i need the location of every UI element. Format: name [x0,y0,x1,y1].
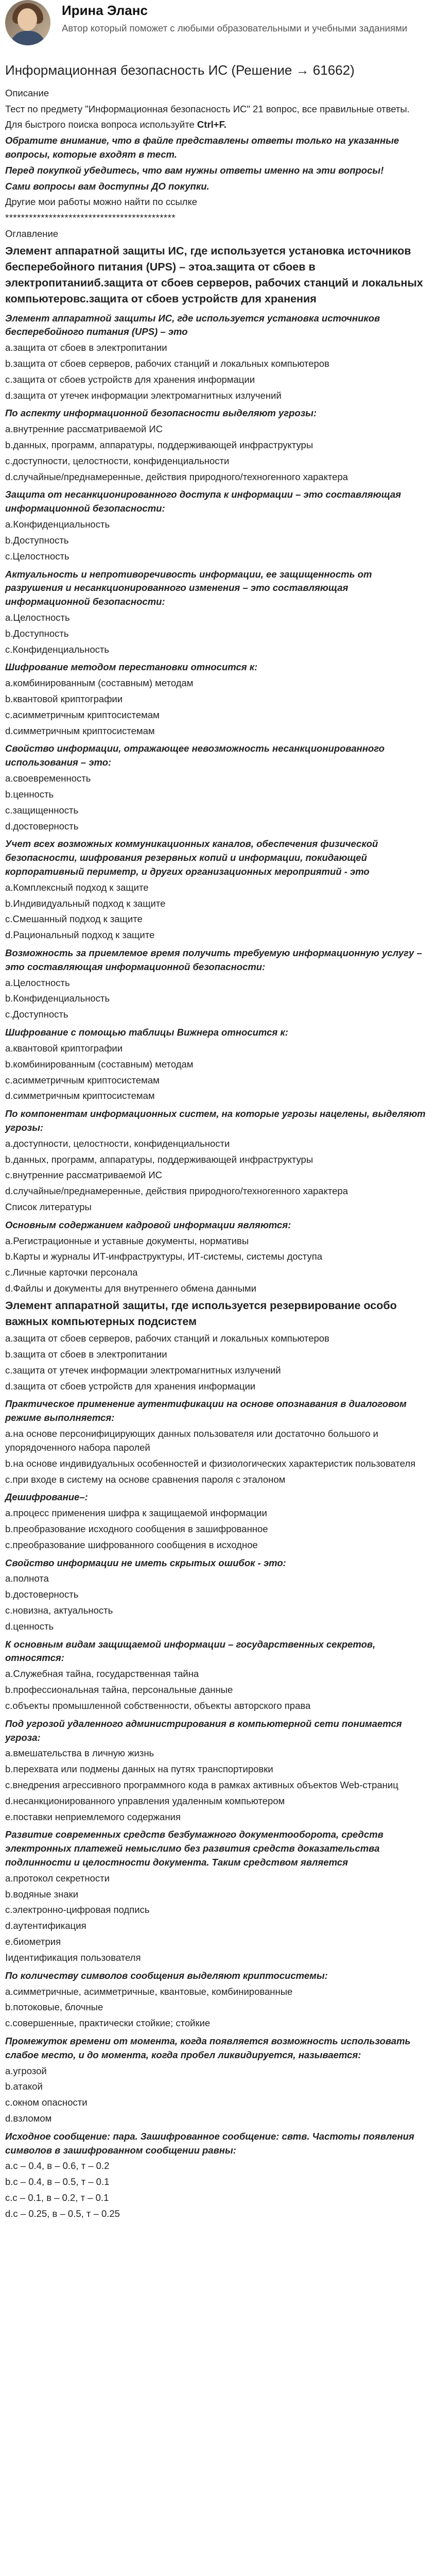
answer-option: d.защита от утечек информации электромагнитных излучений [5,389,282,401]
answer-option: c.окном опасности [5,2097,88,2108]
plain-text: Список литературы [5,1201,92,1212]
answer-option: e.поставки неприемлемого содержания [5,1811,181,1822]
answer-option: b.данных, программ, аппаратуры, поддерживающей инфраструктуры [5,1154,313,1165]
answer-option: a.вмешательства в личную жизнь [5,1748,154,1759]
question-text: Защита от несанкционированного доступа к информации – это составляющая информационной безопасности: [5,489,402,514]
question-text: По компонентам информационных систем, на которые угрозы нацелены, выделяют угрозы: [5,1108,426,1133]
answer-option: a.Регистрационные и уставные документы, нормативы [5,1235,249,1246]
answer-option: a.процесс применения шифра к защищаемой информации [5,1507,267,1519]
answer-option: a.Комплексный подход к защите [5,882,149,893]
answer-option: b.ценность [5,788,54,800]
answer-option: c.преобразование шифрованного сообщения в исходное [5,1539,258,1550]
answer-option: c.защищенность [5,804,79,816]
answer-option: d.симметричным криптосистемам [5,725,155,736]
question-text: Шифрование с помощью таблицы Вижнера относится к: [5,1027,288,1038]
question-text: По аспекту информационной безопасности выделяют угрозы: [5,408,317,419]
answer-option: a.угрозой [5,2065,47,2076]
answer-option: d.Рациональный подход к защите [5,929,155,941]
notice-text: Обратите внимание, что в файле представлены ответы только на указанные вопросы, которые входят в тест. [5,135,399,160]
question-text: Свойство информации, отражающее невозможность несанкционированного использования – это: [5,743,385,768]
question-text: Дешифрование–: [5,1492,88,1503]
answer-option: a.Конфиденциальность [5,519,110,530]
question-text: Основным содержанием кадровой информации являются: [5,1219,291,1230]
author-description: Автор который поможет с любыми образовательными и учебными заданиями [62,22,408,33]
answer-option: c.Доступность [5,1009,68,1020]
answer-option: c.новизна, актуальность [5,1605,113,1616]
search-hint: Для быстрого поиска вопроса используйте Ctrl+F. [5,119,226,130]
other-works-link[interactable]: Другие мои работы можно найти по ссылке [5,196,198,208]
answer-option: c.электронно-цифровая подпись [5,1904,150,1916]
answer-option: b.Карты и журналы ИТ-инфраструктуры, ИТ-системы, системы доступа [5,1251,323,1262]
question-text: Возможность за приемлемое время получить требуемую информационную услугу – это составляющая информационной безопасности: [5,947,422,972]
question-text: К основным видам защищаемой информации – государственных секретов, относятся: [5,1638,376,1664]
answer-option: b.Конфиденциальность [5,993,110,1004]
answer-option: c.при входе в систему на основе сравнения пароля с эталоном [5,1473,286,1485]
answer-option: d.достоверность [5,820,79,832]
avatar[interactable] [5,0,50,45]
answer-option: a.с – 0.4, в – 0.6, т – 0.2 [5,2160,110,2172]
answer-option: e.биометрия [5,1936,61,1947]
answer-option: a.Служебная тайна, государственная тайна [5,1668,199,1680]
answer-option: b.защита от сбоев серверов, рабочих станций и локальных компьютеров [5,358,329,369]
question-text: Актуальность и непротиворечивость информации, ее защищенность от разрушения и несанкционированного изменения – это составляющая информационной безопасности: [5,568,372,607]
answer-option: a.внутренние рассматриваемой ИС [5,423,163,435]
answer-option: b.атакой [5,2081,43,2092]
answer-option: c.совершенные, практически стойкие; стойкие [5,2018,211,2029]
answer-option: a.комбинированным (составным) методам [5,677,194,689]
answer-option: a.доступности, целостности, конфиденциальности [5,1138,230,1149]
toc-label: Оглавление [5,228,59,239]
answer-option: a.на основе персонифицирующих данных пользователя или достаточно большого и упорядоченного набора паролей [5,1428,378,1453]
answer-option: a.защита от сбоев серверов, рабочих станций и локальных компьютеров [5,1333,329,1344]
question-text: Развитие современных средств безбумажного документооборота, средств электронных платежей немыслимо без развития средств доказательства подлинности и целостности документа. Таким средством является [5,1829,383,1868]
answer-option: d.симметричным криптосистемам [5,1090,155,1101]
answer-option: c.доступности, целостности, конфиденциальности [5,455,230,466]
answer-option: b.с – 0.4, в – 0.5, т – 0.1 [5,2176,110,2188]
answer-option: b.водяные знаки [5,1888,79,1900]
question-text: Под угрозой удаленного администрирования в компьютерной сети понимается угроза: [5,1718,402,1743]
answer-option: b.преобразование исходного сообщения в зашифрованное [5,1523,268,1534]
answer-option: a.Целостность [5,977,70,988]
question-list [5,312,431,2221]
answer-option: d.аутентификация [5,1920,86,1931]
answer-option: c.Конфиденциальность [5,643,110,655]
answer-option: c.асимметричным криптосистемам [5,1074,160,1086]
page-title: Информационная безопасность ИС (Решение → 61662) [5,62,355,78]
answer-option: a.полнота [5,1573,49,1584]
search-key: Ctrl+F. [197,119,226,130]
answer-option: a.защита от сбоев в электропитании [5,342,167,353]
answer-option: b.перехвата или подмены данных на путях транспортировки [5,1764,273,1775]
answer-option: d.защита от сбоев устройств для хранения информации [5,1380,256,1392]
answer-option: c.защита от утечек информации электромагнитных излучений [5,1364,281,1376]
answer-option: b.Доступность [5,534,69,546]
question-text: Практическое применение аутентификации на основе опознавания в диалоговом режиме выполняется: [5,1398,407,1423]
answer-option: b.защита от сбоев в электропитании [5,1349,167,1360]
author-header [5,0,431,61]
plain-text: Ⅰидентификация пользователя [5,1952,141,1963]
answer-option: d.с – 0.25, в – 0.5, т – 0.25 [5,2208,120,2219]
answer-option: a.своевременность [5,773,91,784]
answer-option: b.Индивидуальный подход к защите [5,897,166,909]
answer-option: d.Файлы и документы для внутреннего обмена данными [5,1283,256,1294]
answer-option: b.потоковые, блочные [5,2002,103,2013]
answer-option: d.случайные/преднамеренные, действия природного/техногенного характера [5,471,348,482]
answer-option: c.Целостность [5,550,69,562]
question-text: Элемент аппаратной защиты ИС, где используется установка источников бесперебойного питания (UPS) – это [5,312,380,337]
answer-option: a.квантовой криптографии [5,1042,123,1054]
answer-option: c.защита от сбоев устройств для хранения информации [5,374,255,385]
answer-option: b.достоверность [5,1589,79,1600]
answer-option: d.несанкционированного управления удаленным компьютером [5,1795,285,1806]
answer-option: c.внедрения агрессивного программного кода в рамках активных объектов Web-страниц [5,1779,398,1790]
answer-option: d.взломом [5,2113,52,2124]
question-text: По количеству символов сообщения выделяют криптосистемы: [5,1970,328,1981]
question-text: Учет всех возможных коммуникационных каналов, обеспечения физической безопасности, шифрования резервных копий и информации, покидающей корпоративный периметр, и других организационных мероприятий - это [5,838,378,877]
answer-option: c.асимметричным криптосистемам [5,709,160,720]
question-text: Шифрование методом перестановки относится к: [5,662,258,673]
notice-text: Сами вопросы вам доступны ДО покупки. [5,180,210,192]
answer-option: a.Целостность [5,612,70,623]
author-name[interactable]: Ирина Эланс [62,3,148,18]
answer-option: c.Личные карточки персонала [5,1267,138,1278]
answer-option: a.симметричные, асимметричные, квантовые, комбинированные [5,1986,293,1997]
answer-option: b.на основе индивидуальных особенностей и физиологических характеристик пользователя [5,1458,416,1469]
answer-option: a.протокол секретности [5,1872,110,1884]
question-text: Свойство информации не иметь скрытых ошибок - это: [5,1557,286,1568]
answer-option: c.объекты промышленной собственности, объекты авторского права [5,1700,311,1711]
question-text: Исходное сообщение: пара. Зашифрованное сообщение: свтв. Частоты появления символов в зашифрованном сообщении равны: [5,2130,414,2156]
answer-option: c.внутренние рассматриваемой ИС [5,1170,163,1181]
section-heading: Элемент аппаратной защиты ИС, где используется установка источников бесперебойного питания (UPS) – этоа.защита от сбоев в электропитанииб.защита от сбоев серверов, рабочих станций и локальных компьютеровс.защита от сбоев устройств для хранения [5,244,423,306]
answer-option: c.с – 0.1, в – 0.2, т – 0.1 [5,2192,109,2204]
answer-option: c.Смешанный подход к защите [5,913,143,925]
answer-option: b.профессиональная тайна, персональные данные [5,1684,233,1696]
answer-option: d.ценность [5,1620,54,1632]
answer-option: b.данных, программ, аппаратуры, поддерживающей инфраструктуры [5,439,313,450]
notice-text: Перед покупкой убедитесь, что вам нужны ответы именно на эти вопросы! [5,164,384,176]
answer-option: b.квантовой криптографии [5,693,123,704]
answer-option: d.случайные/преднамеренные, действия природного/техногенного характера [5,1185,348,1197]
separator: ******************************************* [5,212,176,224]
question-text: Элемент аппаратной защиты, где используется резервирование особо важных компьютерных подсистем [5,1299,397,1328]
answer-option: b.комбинированным (составным) методам [5,1058,194,1070]
description-text: Тест по предмету "Информационная безопасность ИС" 21 вопрос, все правильные ответы. [5,103,410,114]
question-text: Промежуток времени от момента, когда появляется возможность использовать слабое место, и до момента, когда пробел ликвидируется, называется: [5,2035,411,2060]
answer-option: b.Доступность [5,628,69,639]
description-label: Описание [5,87,49,98]
author-block [62,0,407,35]
